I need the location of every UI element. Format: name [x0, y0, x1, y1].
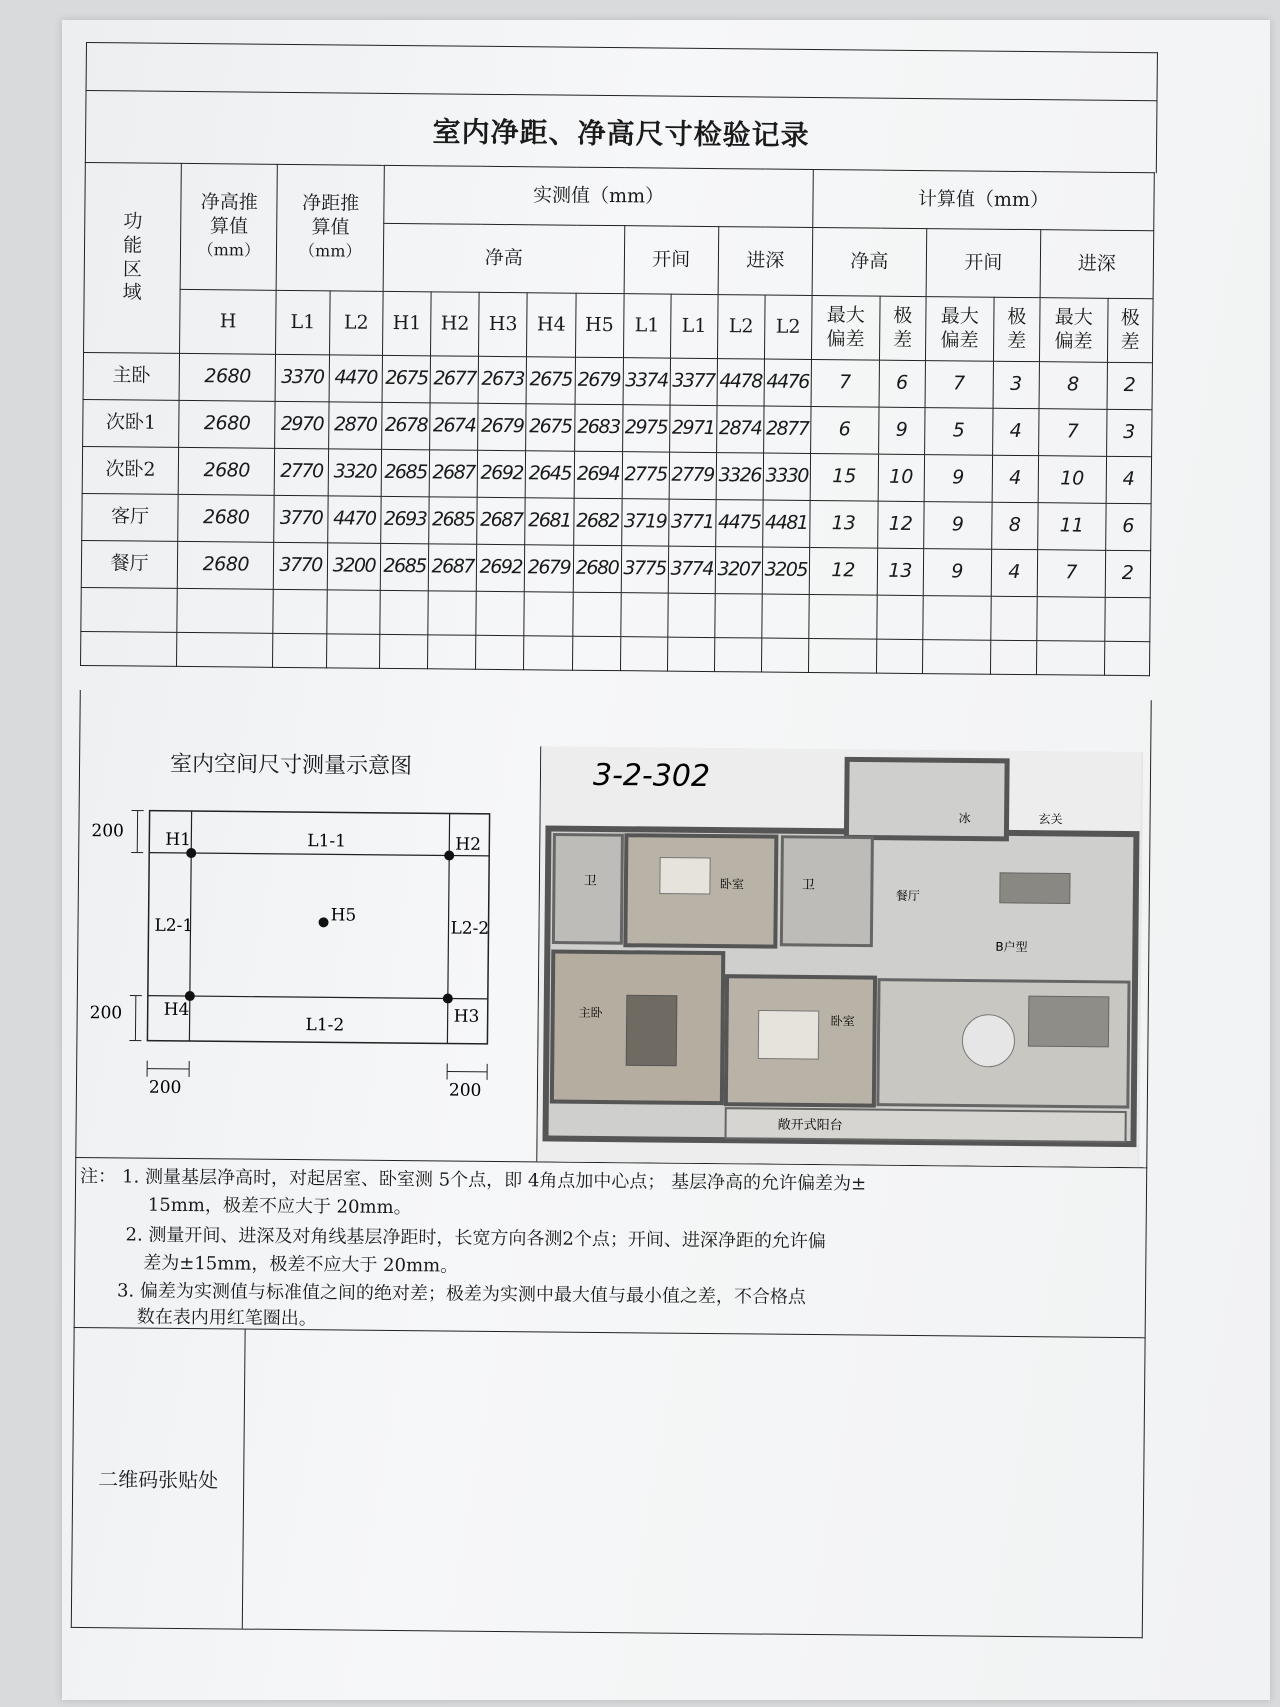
max-dev-header: 最大 偏差 — [925, 297, 994, 362]
cell-measured-height: 2682 — [573, 498, 622, 545]
sub-header: H5 — [575, 293, 624, 357]
cell-computed: 7 — [1037, 550, 1105, 598]
cell-l1-est: 3770 — [274, 542, 328, 590]
cell-measured-height: 2679 — [478, 403, 527, 450]
notes — [74, 1157, 1148, 1338]
sub-header: L2 — [717, 295, 765, 359]
cell-computed: 6 — [879, 360, 925, 407]
cell-computed: 8 — [992, 502, 1038, 549]
cell-measured-dist: 2877 — [763, 406, 811, 453]
measured-depth: 进深 — [718, 227, 813, 296]
cell-computed: 13 — [877, 548, 923, 595]
dim-top: 200 — [91, 821, 124, 842]
fp-label: 敞开式阳台 — [777, 1117, 843, 1134]
row-area: 餐厅 — [81, 540, 178, 588]
label-l1-1: L1-1 — [307, 831, 347, 852]
cell-measured-height: 2681 — [525, 498, 574, 545]
dim-right: 200 — [448, 1080, 482, 1101]
sub-header: H1 — [383, 291, 432, 355]
fp-label: 餐厅 — [895, 888, 920, 904]
cell-measured-height: 2675 — [526, 404, 575, 451]
cell-measured-height: 2675 — [526, 357, 575, 404]
cell-l1-est: 3370 — [275, 354, 329, 402]
row-area: 次卧2 — [82, 446, 179, 494]
cell-l2-est: 4470 — [327, 496, 381, 544]
fp-label: 冰 — [958, 811, 971, 826]
floorplan-image — [536, 746, 1143, 1167]
cell-measured-dist: 3377 — [670, 358, 718, 405]
range-header: 极 差 — [879, 296, 926, 360]
row-area: 客厅 — [82, 493, 179, 541]
range-header: 极 差 — [993, 297, 1040, 361]
label-l2-1: L2-1 — [154, 915, 194, 937]
cell-measured-height: 2687 — [477, 497, 526, 544]
cell-measured-height: 2687 — [429, 450, 478, 497]
cell-measured-height: 2679 — [525, 545, 574, 592]
cell-l2-est: 4470 — [329, 355, 383, 403]
cell-computed: 9 — [924, 455, 992, 503]
sub-header: H3 — [479, 292, 528, 356]
cell-measured-dist: 3326 — [716, 453, 764, 500]
cell-computed: 7 — [1038, 409, 1106, 457]
cell-computed: 11 — [1038, 503, 1106, 551]
cell-measured-height: 2685 — [380, 543, 429, 590]
cell-l1-est: 2970 — [275, 401, 329, 449]
data-rows — [81, 352, 1152, 597]
sub-header: H2 — [431, 292, 480, 356]
sub-header: L1 — [623, 294, 671, 358]
sub-header: L1 — [670, 294, 718, 358]
cell-computed: 2 — [1105, 550, 1151, 597]
cell-measured-height: 2683 — [574, 404, 623, 451]
qr-section — [71, 1327, 1146, 1638]
cell-measured-dist: 2975 — [622, 405, 670, 452]
label-h3: H3 — [453, 1006, 480, 1027]
cell-measured-height: 2692 — [477, 544, 526, 591]
cell-measured-dist: 3330 — [763, 453, 811, 500]
diagram-title: 室内空间尺寸测量示意图 — [169, 751, 413, 780]
notes-prefix: 注： — [80, 1165, 117, 1188]
cell-l2-est: 3320 — [328, 449, 382, 497]
label-h2: H2 — [455, 834, 482, 855]
note-3-cont: 数在表内用红笔圈出。 — [136, 1306, 317, 1330]
cell-measured-dist: 3771 — [668, 499, 716, 546]
computed-header: 计算值（mm） — [813, 169, 1155, 230]
qr-label: 二维码张贴处 — [72, 1327, 246, 1629]
cell-computed: 4 — [1106, 456, 1152, 503]
cell-measured-dist: 2971 — [669, 405, 717, 452]
cell-measured-height: 2680 — [573, 545, 622, 592]
cell-l2-est: 3200 — [327, 543, 381, 591]
cell-computed: 4 — [992, 408, 1038, 455]
cell-measured-dist: 2779 — [669, 452, 717, 499]
calc-depth: 进深 — [1040, 230, 1154, 299]
cell-measured-height: 2677 — [430, 356, 479, 403]
fp-label: 主卧 — [578, 1005, 603, 1021]
fp-label: 玄关 — [1038, 812, 1063, 827]
fp-label: B户型 — [995, 939, 1028, 955]
cell-measured-height: 2693 — [381, 496, 430, 543]
height-est-header: 净高推 算值 （mm） — [180, 163, 277, 290]
cell-measured-height: 2687 — [428, 544, 477, 591]
note-1: 1. 测量基层净高时，对起居室、卧室测 5个点，即 4角点加中心点； 基层净高的允许偏差为± — [122, 1166, 867, 1195]
cell-measured-height: 2673 — [478, 356, 527, 403]
range-header: 极 差 — [1107, 298, 1153, 362]
point-h2 — [444, 850, 454, 860]
cell-measured-height: 2685 — [381, 449, 430, 496]
fp-label: 卫 — [801, 877, 816, 894]
sub-header: L2 — [329, 291, 383, 356]
note-2: 2. 测量开间、进深及对角线基层净距时，长宽方向各测2个点；开间、进深净距的允许偏 — [125, 1224, 826, 1253]
label-h5: H5 — [330, 905, 357, 926]
cell-computed: 6 — [1106, 503, 1152, 550]
cell-h-est: 2680 — [179, 400, 276, 448]
label-l2-2: L2-2 — [450, 918, 490, 939]
cell-computed: 9 — [923, 549, 991, 597]
cell-l2-est: 2870 — [328, 402, 382, 450]
cell-computed: 4 — [991, 549, 1037, 596]
cell-measured-height: 2694 — [574, 451, 623, 498]
row-area: 主卧 — [83, 352, 180, 400]
cell-h-est: 2680 — [177, 541, 274, 589]
cell-computed: 3 — [993, 361, 1039, 408]
cell-computed: 3 — [1106, 409, 1152, 456]
sub-header: H — [180, 289, 277, 354]
fp-label: 卧室 — [719, 877, 745, 892]
cell-h-est: 2680 — [179, 353, 276, 401]
record-sheet — [71, 42, 1156, 1652]
cell-h-est: 2680 — [178, 447, 275, 495]
measured-net-height: 净高 — [383, 223, 624, 293]
fp-label: 卧室 — [830, 1014, 855, 1029]
cell-measured-dist: 3719 — [621, 499, 669, 546]
fp-label: 卫 — [583, 873, 598, 889]
measured-bay: 开间 — [624, 226, 719, 295]
cell-l1-est: 3770 — [274, 495, 328, 543]
sub-header: L1 — [276, 290, 330, 355]
page-title: 室内净距、净高尺寸检验记录 — [85, 90, 1158, 173]
cell-measured-height: 2692 — [477, 450, 526, 497]
cell-measured-height: 2685 — [429, 497, 478, 544]
cell-measured-dist: 4481 — [763, 500, 811, 547]
label-h4: H4 — [163, 999, 190, 1021]
note-3: 3. 偏差为实测值与标准值之间的绝对差；极差为实测中最大值与最小值之差，不合格点 — [116, 1280, 806, 1308]
cell-computed: 8 — [1039, 362, 1107, 410]
cell-measured-height: 2675 — [382, 355, 431, 402]
cell-computed: 4 — [992, 455, 1038, 502]
cell-measured-dist: 2775 — [622, 452, 670, 499]
calc-bay: 开间 — [926, 229, 1041, 298]
cell-computed: 10 — [1038, 456, 1106, 504]
label-h1: H1 — [165, 829, 192, 851]
diagram-section — [75, 690, 1151, 1168]
measurement-diagram — [77, 790, 520, 1124]
cell-computed: 12 — [878, 501, 924, 548]
cell-computed: 9 — [878, 407, 924, 454]
cell-measured-dist: 4476 — [764, 359, 812, 406]
cell-h-est: 2680 — [178, 494, 275, 542]
cell-measured-height: 2678 — [382, 402, 431, 449]
row-area: 次卧1 — [83, 399, 180, 447]
max-dev-header: 最大 偏差 — [811, 295, 880, 360]
area-header: 功 能 区 域 — [84, 162, 182, 353]
cell-computed: 2 — [1107, 362, 1153, 409]
dim-left: 200 — [148, 1077, 182, 1098]
cell-measured-height: 2674 — [430, 403, 479, 450]
cell-computed: 5 — [924, 408, 992, 456]
cell-computed: 13 — [810, 500, 878, 548]
cell-computed: 7 — [925, 361, 993, 409]
dim-bottom: 200 — [89, 1003, 123, 1024]
cell-measured-dist: 2874 — [716, 406, 764, 453]
label-l1-2: L1-2 — [305, 1015, 345, 1036]
cell-computed: 12 — [809, 547, 877, 595]
cell-measured-dist: 4478 — [717, 359, 765, 406]
cell-measured-dist: 3374 — [623, 358, 671, 405]
cell-measured-dist: 3205 — [762, 547, 810, 594]
sub-header: H4 — [527, 293, 576, 357]
cell-measured-height: 2645 — [526, 451, 575, 498]
point-h3 — [443, 993, 453, 1003]
record-table — [80, 162, 1155, 676]
dist-est-header: 净距推 算值 （mm） — [277, 164, 385, 291]
point-h5 — [319, 917, 329, 927]
cell-measured-dist: 3774 — [668, 546, 716, 593]
cell-measured-height: 2679 — [575, 357, 624, 404]
cell-computed: 9 — [924, 502, 992, 550]
cell-computed: 7 — [811, 359, 879, 407]
measured-header: 实测值（mm） — [384, 165, 813, 227]
cell-measured-dist: 3207 — [715, 547, 763, 594]
sub-header: L2 — [764, 295, 812, 359]
calc-net-height: 净高 — [812, 227, 927, 296]
cell-computed: 6 — [810, 406, 878, 454]
max-dev-header: 最大 偏差 — [1039, 298, 1108, 363]
note-1-cont: 15mm，极差不应大于 20mm。 — [147, 1194, 412, 1219]
cell-measured-dist: 4475 — [715, 500, 763, 547]
cell-computed: 10 — [878, 454, 924, 501]
cell-measured-dist: 3775 — [621, 546, 669, 593]
cell-l1-est: 2770 — [275, 448, 329, 496]
note-2-cont: 差为±15mm，极差不应大于 20mm。 — [143, 1252, 459, 1277]
cell-computed: 15 — [810, 453, 878, 501]
unit-number: 3-2-302 — [592, 757, 711, 795]
